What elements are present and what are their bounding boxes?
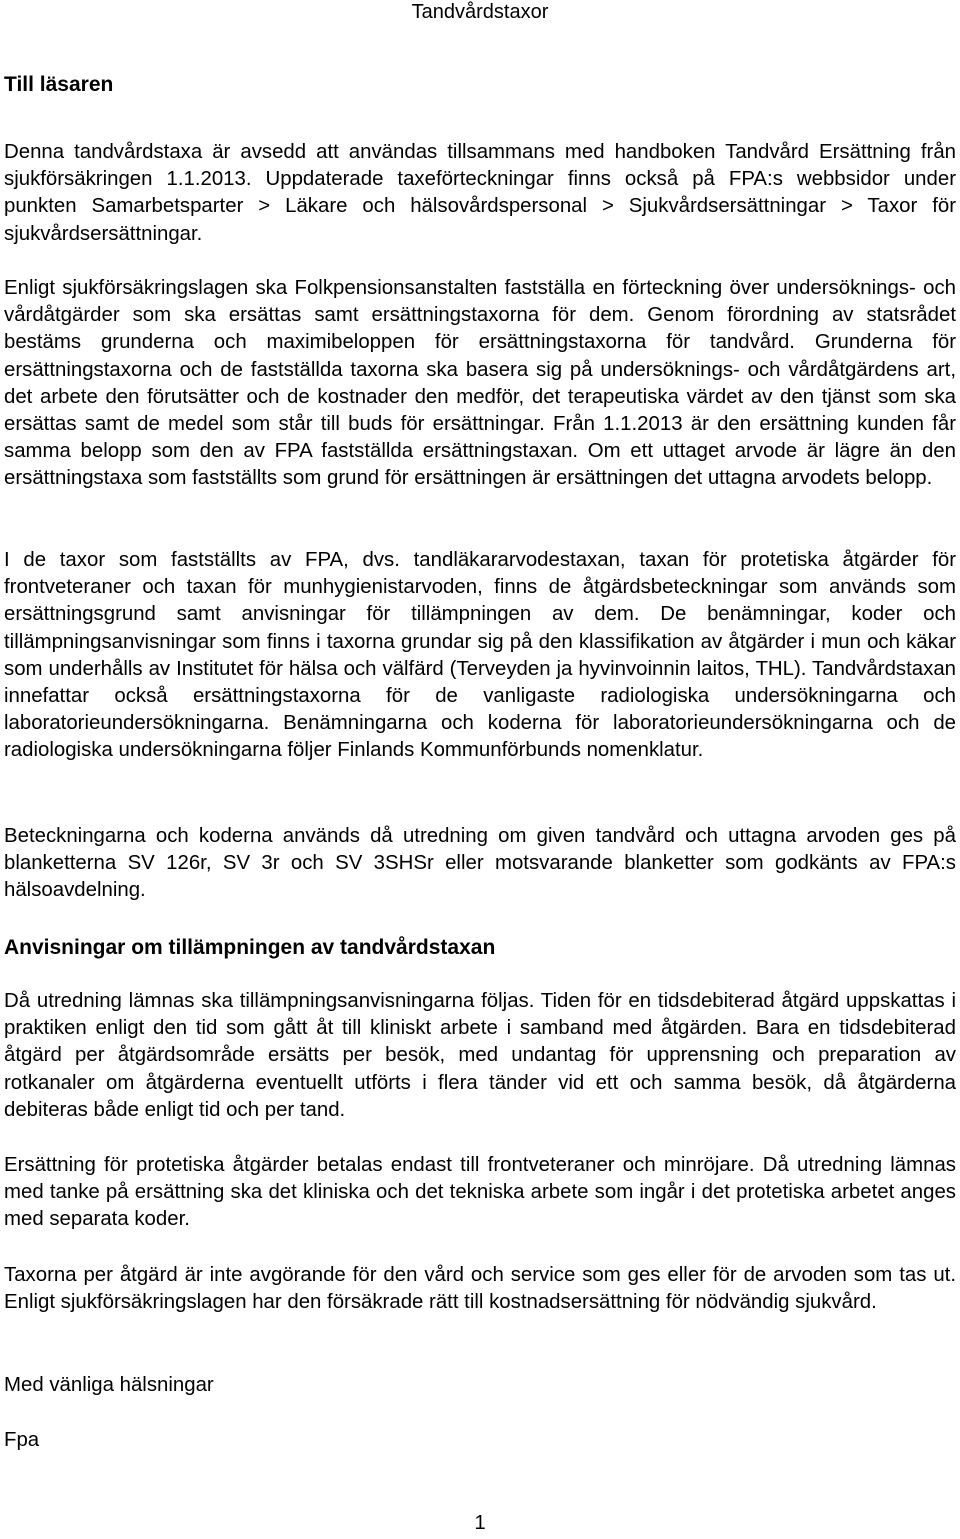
paragraph-taxor: I de taxor som fastställts av FPA, dvs. tandläkararvodestaxan, taxan för protetiska åtgärder för frontveteraner och taxan för munhygienistarvoden, finns de åtgärdsbeteckningar som används som ersättningsgrund samt anvisningar för tillämpningen av dem. De benämningar, koder och tillämpningsanvisningar som finns i taxorna grundar sig på den klassifikation av åtgärder i mun och käkar som underhålls av Institutet för hälsa och välfärd (Terveyden ja hyvinvoinnin laitos, THL). Tandvårdstaxan innefattar också ersättningstaxorna för de vanligaste radiologiska undersökningarna och laboratorieundersökningarna. Benämningarna och koderna för laboratorieundersökningarna och de radiologiska undersökningarna följer Finlands Kommunförbunds nomenklatur. <box>4 549 956 762</box>
running-header: Tandvårdstaxor <box>411 1 549 23</box>
page-number: 1 <box>474 1512 486 1534</box>
paragraph-taxorna: Taxorna per åtgärd är inte avgörande för den vård och service som ges eller för de arvoden som tas ut. Enligt sjukförsäkringslagen har den försäkrade rätt till kostnadsersättning för nödvändig sjukvård. <box>4 1264 956 1314</box>
signature: Fpa <box>4 1429 40 1451</box>
section-heading-till-lasaren: Till läsaren <box>4 73 114 96</box>
paragraph-protetiska: Ersättning för protetiska åtgärder betalas endast till frontveteraner och minröjare. Då utredning lämnas med tanke på ersättning ska det kliniska och det tekniska arbete som ingår i det protetiska arbetet anges med separata koder. <box>4 1154 956 1231</box>
paragraph-intro: Denna tandvårdstaxa är avsedd att användas tillsammans med handboken Tandvård Ersättning från sjukförsäkringen 1.1.2013. Uppdaterade taxeförteckningar finns också på FPA:s webbsidor under punkten Samarbetsparter > Läkare och hälsovårdspersonal > Sjukvårdsersättningar > Taxor för sjukvårdsersättningar. <box>4 141 956 245</box>
closing-greeting: Med vänliga hälsningar <box>4 1374 214 1396</box>
paragraph-blanketter: Beteckningarna och koderna används då utredning om given tandvård och uttagna arvoden ges på blanketterna SV 126r, SV 3r och SV 3SHSr eller motsvarande blanketter som godkänts av FPA:s hälsoavdelning. <box>4 825 956 902</box>
paragraph-legislation: Enligt sjukförsäkringslagen ska Folkpensionsanstalten fastställa en förteckning över undersöknings- och vårdåtgärder som ska ersättas samt ersättningstaxorna för dem. Genom förordning av statsrådet bestäms grunderna och maximibeloppen för ersättningstaxorna för tandvård. Grunderna för ersättningstaxorna och de fastställda taxorna ska basera sig på undersöknings- och vårdåtgärdens art, det arbete den förutsätter och de kostnader den medför, det terapeutiska värdet av den tjänst som ska ersättas samt de medel som står till buds för ersättningar. Från 1.1.2013 är den ersättning kunden får samma belopp som den av FPA fastställda ersättningstaxan. Om ett uttaget arvode är lägre än den ersättningstaxa som fastställts som grund för ersättningen är ersättningen det uttagna arvodets belopp. <box>4 277 956 490</box>
paragraph-utredning: Då utredning lämnas ska tillämpningsanvisningarna följas. Tiden för en tidsdebiterad åtgärd uppskattas i praktiken enligt den tid som gått åt till kliniskt arbete i samband med åtgärden. Bara en tidsdebiterad åtgärd per åtgärdsområde ersätts per besök, med undantag för upprensning och preparation av rotkanaler om åtgärderna eventuellt utförts i flera tänder vid ett och samma besök, då åtgärderna debiteras både enligt tid och per tand. <box>4 990 956 1121</box>
section-heading-anvisningar: Anvisningar om tillämpningen av tandvårdstaxan <box>4 936 496 959</box>
